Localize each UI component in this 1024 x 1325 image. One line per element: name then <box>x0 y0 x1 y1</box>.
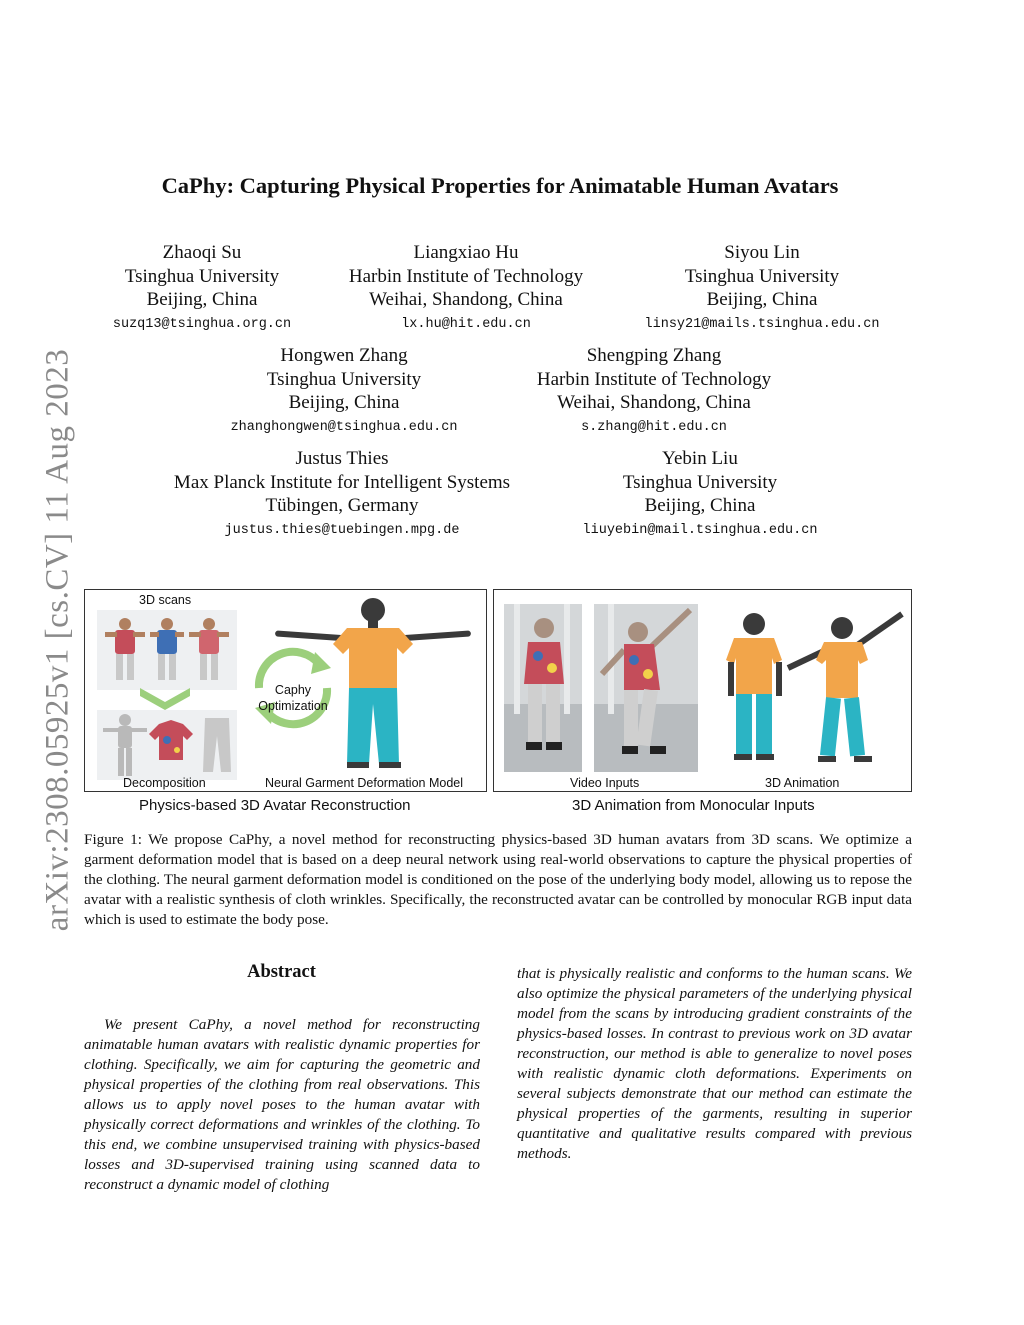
animated-avatar-2 <box>784 610 914 770</box>
author-block <box>336 241 596 334</box>
author-block <box>560 447 840 540</box>
teaser-figure <box>84 589 912 819</box>
author-affiliation: Harbin Institute of Technology <box>536 368 772 390</box>
avatar-tpose-figure <box>275 592 485 770</box>
down-chevron-icon <box>140 688 190 710</box>
author-location: Beijing, China <box>644 495 756 516</box>
scan-thumbnails <box>97 610 237 690</box>
author-name: Justus Thies <box>295 448 389 469</box>
animated-avatar-1 <box>720 610 790 770</box>
author-affiliation: Tsinghua University <box>684 265 840 287</box>
video-frame-1 <box>504 604 582 772</box>
scans-label: 3D scans <box>139 593 192 607</box>
author-block <box>524 344 784 437</box>
author-email[interactable]: lx.hu@hit.edu.cn <box>401 316 531 332</box>
author-block <box>622 241 902 334</box>
left-subcaption: Physics-based 3D Avatar Reconstruction <box>139 797 411 814</box>
author-name: Zhaoqi Su <box>162 242 242 263</box>
author-location: Tübingen, Germany <box>265 495 419 516</box>
author-location: Weihai, Shandong, China <box>557 392 751 413</box>
author-email[interactable]: suzq13@tsinghua.org.cn <box>112 316 292 332</box>
author-affiliation: Tsinghua University <box>622 471 778 493</box>
decomposition-label: Decomposition <box>123 776 206 790</box>
author-name: Shengping Zhang <box>586 345 722 366</box>
author-email[interactable]: linsy21@mails.tsinghua.edu.cn <box>644 316 880 332</box>
author-affiliation: Max Planck Institute for Intelligent Systems <box>173 471 511 493</box>
author-affiliation: Tsinghua University <box>124 265 280 287</box>
author-location: Beijing, China <box>706 289 818 310</box>
neural-model-label: Neural Garment Deformation Model <box>265 776 463 790</box>
video-frame-2 <box>594 604 698 772</box>
arxiv-identifier: arXiv:2308.05925v1 [cs.CV] 11 Aug 2023 <box>39 348 76 932</box>
animation-panel <box>493 589 912 792</box>
abstract-paragraph: that is physically realistic and conforms to the human scans. We also optimize the physical parameters of the underlying physical model from the scans by introducing gradient constraints of the physics-based losses. In contrast to previous work on 3D avatar reconstruction, our method is able to generalize to novel poses with realistic dynamic cloth deformations. Experiments on several subjects demonstrate that our method can estimate the physical properties of the garments, resulting in superior quantitative and qualitative results compared with previous methods. <box>517 965 912 1162</box>
author-email[interactable]: zhanghongwen@tsinghua.edu.cn <box>230 419 458 435</box>
decomposition-thumbnails <box>97 710 237 780</box>
author-block <box>214 344 474 437</box>
abstract-column-left <box>84 1015 480 1195</box>
author-affiliation: Harbin Institute of Technology <box>348 265 584 287</box>
author-name: Hongwen Zhang <box>280 345 408 366</box>
author-block <box>161 447 523 540</box>
author-name: Liangxiao Hu <box>413 242 519 263</box>
abstract-column-right <box>517 964 912 1164</box>
author-name: Yebin Liu <box>662 448 738 469</box>
author-email[interactable]: justus.thies@tuebingen.mpg.de <box>224 522 460 538</box>
paper-title: CaPhy: Capturing Physical Properties for Animatable Human Avatars <box>161 173 839 198</box>
right-subcaption: 3D Animation from Monocular Inputs <box>572 797 815 814</box>
abstract-heading: Abstract <box>247 962 316 982</box>
optimization-label-line1: Caphy <box>274 683 312 697</box>
author-location: Weihai, Shandong, China <box>369 289 563 310</box>
author-email[interactable]: s.zhang@hit.edu.cn <box>581 419 727 435</box>
author-location: Beijing, China <box>146 289 258 310</box>
animation-label: 3D Animation <box>765 776 840 790</box>
reconstruction-panel <box>84 589 487 792</box>
author-block <box>102 241 302 334</box>
author-location: Beijing, China <box>288 392 400 413</box>
optimization-label-line2: Optimization <box>258 699 328 713</box>
author-email[interactable]: liuyebin@mail.tsinghua.edu.cn <box>582 522 818 538</box>
figure-caption: Figure 1: We propose CaPhy, a novel method for reconstructing physics-based 3D human avatars from 3D scans. We optimize a garment deformation model that is based on a deep neural network using real-world observations to capture the physical properties of the clothing. The neural garment deformation model is conditioned on the pose of the underlying body model, allowing us to repose the avatar with a realistic synthesis of cloth wrinkles. Specifically, the reconstructed avatar can be controlled by monocular RGB input data which is used to estimate the body pose. <box>84 831 912 928</box>
video-inputs-label: Video Inputs <box>570 776 640 790</box>
author-affiliation: Tsinghua University <box>266 368 422 390</box>
author-name: Siyou Lin <box>724 242 800 263</box>
abstract-paragraph: We present CaPhy, a novel method for reconstructing animatable human avatars with realistic dynamic properties for clothing. Specifically, we aim for capturing the geometric and physical properties of the clothing from real observations. This allows us to apply novel poses to the human avatar with physically correct deformations and wrinkles of the clothing. To this end, we combine unsupervised training with physics-based losses and 3D-supervised training using scanned data to reconstruct a dynamic model of clothing <box>84 1016 480 1193</box>
